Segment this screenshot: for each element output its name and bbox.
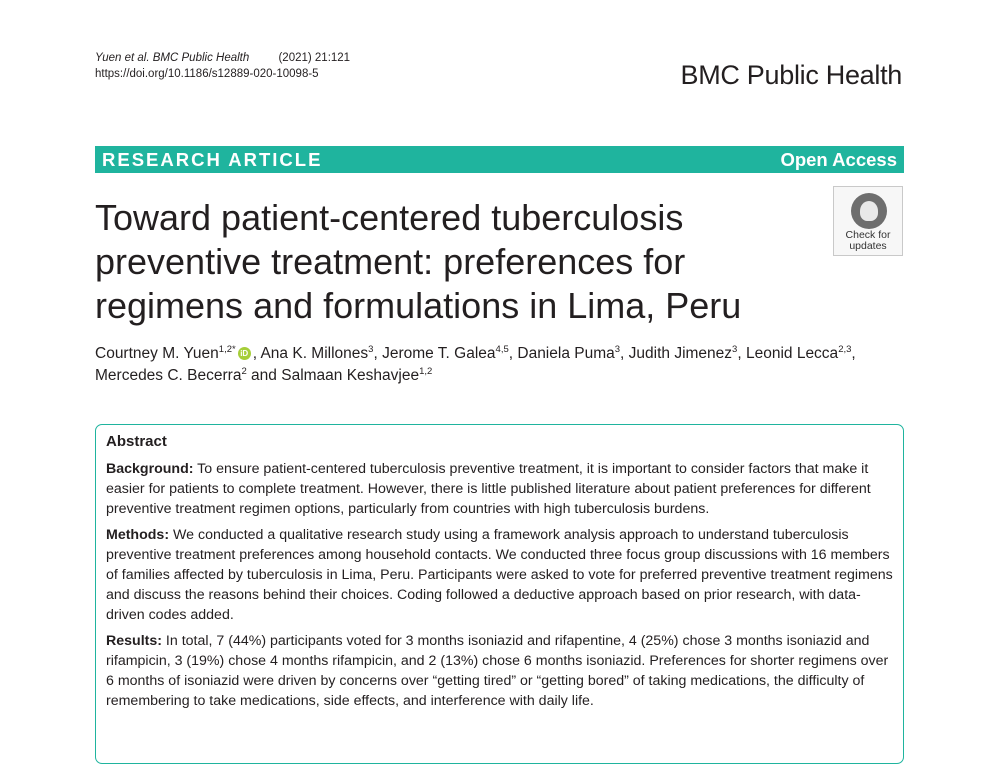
author-name[interactable]: Jerome T. Galea bbox=[382, 345, 496, 362]
check-updates-icon bbox=[851, 193, 887, 229]
citation-year: (2021) 21:121 bbox=[278, 52, 351, 64]
author-affiliation: 1,2 bbox=[419, 365, 433, 377]
author-affiliation: 3 bbox=[368, 343, 374, 355]
author-name[interactable]: Judith Jimenez bbox=[628, 345, 733, 362]
author-affiliation: 3 bbox=[614, 343, 621, 355]
abstract-heading: Abstract bbox=[106, 433, 167, 450]
abstract-methods: Methods: We conducted a qualitative research study using a framework analysis approach to understand tuberculosis preventive treatment preferences among household contacts. We conducted three focus group discussions with 16 members of families affected by tuberculosis in Lima, Peru. Participants were asked to vote for preferred preventive treatment regimens and discuss the reasons behind their choices. Coding followed a deductive approach based on prior research, with data-driven codes added. bbox=[106, 527, 893, 623]
author-name[interactable]: Courtney M. Yuen bbox=[95, 345, 219, 362]
check-for-updates-button[interactable] bbox=[833, 186, 903, 256]
article-type-label: RESEARCH ARTICLE bbox=[102, 149, 323, 170]
author-list: Courtney M. Yuen$^{1,2*}$ iD , Ana K. Millones$^3$, Jerome T. Galea$^{4,5}$, Daniela Puma$^3$, Judith Jimenez$^3$, Leonid Lecca$^{2,3}$, Mercedes C. Becerra$^2$ and Salmaan Keshavjee$^{1,2}$ bbox=[95, 343, 856, 384]
author-name[interactable]: Leonid Lecca bbox=[745, 345, 839, 362]
check-updates-text: Check for updates bbox=[845, 229, 891, 252]
author-name[interactable]: Salmaan Keshavjee bbox=[281, 367, 420, 384]
article-title: Toward patient-centered tuberculosis preventive treatment: preferences for regimens and formulations in Lima, Peru bbox=[95, 197, 742, 326]
author-affiliation: 1,2* bbox=[218, 343, 236, 355]
citation-authors: Yuen et al. BMC Public Health bbox=[95, 52, 250, 64]
doi-link[interactable]: https://doi.org/10.1186/s12889-020-10098-5 bbox=[95, 68, 319, 80]
author-affiliation: 4,5 bbox=[495, 343, 509, 355]
abstract-results: Results: In total, 7 (44%) participants voted for 3 months isoniazid and rifapentine, 4 (25%) chose 3 months isoniazid and rifampicin, 3 (19%) chose 4 months rifampicin, and 2 (13%) chose 6 months isoniazid. Preferences for shorter regimens over 6 months of isoniazid were driven by concerns over “getting tired” or “getting bored” of taking medications, the difficulty of remembering to take medications, side effects, and interference with daily life. bbox=[106, 633, 889, 709]
author-affiliation: 3 bbox=[732, 343, 738, 355]
author-name[interactable]: Ana K. Millones bbox=[260, 345, 369, 362]
open-access-label: Open Access bbox=[780, 149, 897, 170]
article-type-band bbox=[95, 146, 904, 173]
abstract-box bbox=[95, 424, 904, 764]
author-affiliation: 2,3 bbox=[838, 343, 852, 355]
author-name[interactable]: Mercedes C. Becerra bbox=[95, 367, 242, 384]
orcid-icon[interactable]: iD bbox=[238, 347, 251, 360]
journal-name: BMC Public Health bbox=[680, 60, 902, 90]
author-affiliation: 2 bbox=[241, 365, 247, 377]
citation-block bbox=[95, 50, 350, 82]
author-name[interactable]: Daniela Puma bbox=[517, 345, 615, 362]
abstract-background: Background: To ensure patient-centered tuberculosis preventive treatment, it is important to consider factors that make it easier for patients to complete treatment. However, there is little published literature about patient preferences for different preventive treatment regimen options, particularly from countries with high tuberculosis burdens. bbox=[106, 461, 871, 517]
